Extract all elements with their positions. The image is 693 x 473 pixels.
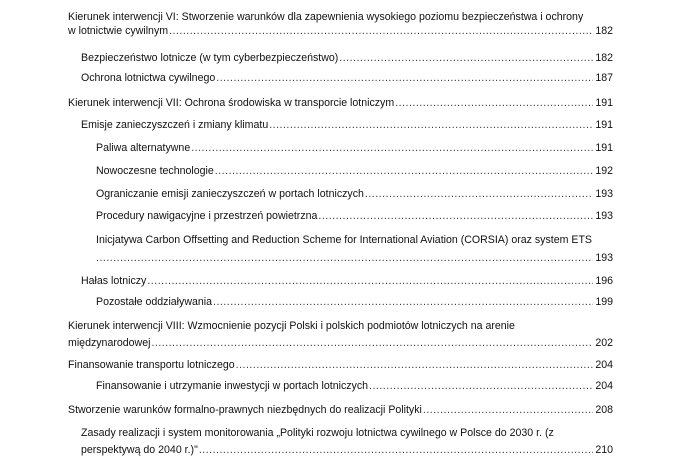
toc-entry[interactable] — [68, 96, 613, 110]
dot-leader — [147, 274, 593, 288]
toc-entry-text: Ochrona lotnictwa cywilnego — [81, 72, 216, 84]
toc-entry[interactable] — [96, 379, 613, 393]
toc-entry-text: Ograniczanie emisji zanieczyszczeń w portach lotniczych — [96, 188, 364, 200]
toc-page-number: 191 — [595, 119, 613, 131]
toc-page-number: 208 — [595, 404, 613, 416]
dot-leader — [96, 251, 593, 265]
toc-page-number: 182 — [595, 52, 613, 64]
toc-entry-text: Bezpieczeństwo lotnicze (w tym cyberbezpieczeństwo) — [81, 52, 339, 64]
toc-entry[interactable] — [96, 233, 613, 265]
toc-page-number: 191 — [595, 142, 613, 154]
toc-entry[interactable] — [81, 426, 613, 457]
toc-entry[interactable] — [68, 358, 613, 372]
toc-entry-text: Kierunek interwencji VIII: Wzmocnienie pozycji Polski i polskich podmiotów lotniczych na arenie — [68, 320, 515, 332]
toc-page-number: 204 — [595, 359, 613, 371]
toc-entry[interactable] — [81, 274, 613, 288]
toc-entry-text: Zasady realizacji i system monitorowania „Polityki rozwoju lotnictwa cywilnego w Polsce do 2030 r. (z — [81, 427, 554, 439]
toc-entry-text: Stworzenie warunków formalno-prawnych niezbędnych do realizacji Polityki — [68, 404, 422, 416]
toc-entry[interactable] — [96, 141, 613, 155]
toc-entry-text: Finansowanie i utrzymanie inwestycji w portach lotniczych — [96, 380, 369, 392]
toc-entry-text: Hałas lotniczy — [81, 275, 147, 287]
dot-leader — [423, 403, 593, 417]
toc-page-number: 193 — [595, 188, 613, 200]
dot-leader — [216, 71, 593, 85]
toc-entry-text: Nowoczesne technologie — [96, 165, 214, 177]
dot-leader — [318, 209, 593, 223]
toc-entry[interactable] — [68, 403, 613, 417]
dot-leader — [339, 51, 593, 65]
dot-leader — [213, 295, 593, 309]
toc-entry-text: w lotnictwie cywilnym — [68, 25, 169, 37]
dot-leader — [169, 24, 593, 38]
dot-leader — [369, 379, 593, 393]
toc-entry-text: perspektywą do 2040 r.)" — [81, 444, 198, 456]
toc-entry-text: Finansowanie transportu lotniczego — [68, 359, 235, 371]
dot-leader — [199, 443, 593, 457]
toc-entry-text: Kierunek interwencji VII: Ochrona środowiska w transporcie lotniczym — [68, 97, 395, 109]
toc-entry[interactable] — [96, 187, 613, 201]
dot-leader — [215, 164, 594, 178]
toc-entry-text: Inicjatywa Carbon Offsetting and Reduction Scheme for International Aviation (CORSIA) oraz system ETS — [96, 234, 592, 246]
toc-entry[interactable] — [96, 164, 613, 178]
toc-entry[interactable] — [81, 71, 613, 85]
toc-entry[interactable] — [68, 319, 613, 350]
toc-entry[interactable] — [81, 118, 613, 132]
dot-leader — [191, 141, 593, 155]
dot-leader — [365, 187, 593, 201]
toc-entry-text: Emisje zanieczyszczeń i zmiany klimatu — [81, 119, 269, 131]
toc-page-number: 202 — [595, 337, 613, 349]
dot-leader — [236, 358, 594, 372]
toc-page-number: 210 — [595, 444, 613, 456]
toc-entry-text: międzynarodowej — [68, 337, 151, 349]
toc-page-number: 192 — [595, 165, 613, 177]
toc-page-number: 196 — [595, 275, 613, 287]
toc-page-number: 191 — [595, 97, 613, 109]
toc-entry-text: Kierunek interwencji VI: Stworzenie warunków dla zapewnienia wysokiego poziomu bezpieczeństwa i ochrony — [68, 11, 584, 23]
toc-page-number: 193 — [595, 252, 613, 264]
toc-entry[interactable] — [96, 295, 613, 309]
dot-leader — [151, 336, 593, 350]
toc-entry-text: Procedury nawigacyjne i przestrzeń powietrzna — [96, 210, 318, 222]
toc-page-number: 187 — [595, 72, 613, 84]
toc-entry-text: Paliwa alternatywne — [96, 142, 191, 154]
dot-leader — [269, 118, 593, 132]
toc-entry[interactable] — [81, 51, 613, 65]
toc-page-number: 199 — [595, 296, 613, 308]
toc-page-number: 182 — [595, 25, 613, 37]
toc-entry[interactable] — [96, 209, 613, 223]
toc-entry[interactable] — [68, 10, 613, 38]
toc-page-number: 193 — [595, 210, 613, 222]
toc-entry-text: Pozostałe oddziaływania — [96, 296, 213, 308]
toc-page-number: 204 — [595, 380, 613, 392]
dot-leader — [395, 96, 593, 110]
